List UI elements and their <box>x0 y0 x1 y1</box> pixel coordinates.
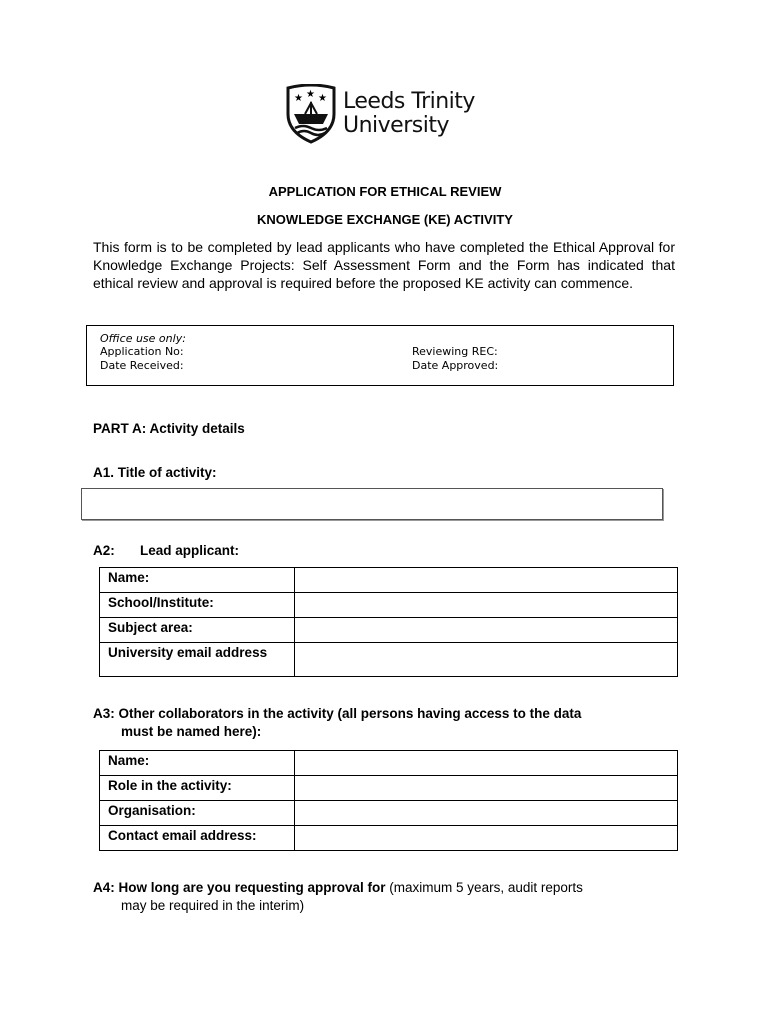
a4-question <box>93 880 583 895</box>
organisation-label: Organisation: <box>100 801 295 826</box>
organisation-field[interactable] <box>295 801 678 826</box>
subject-field[interactable] <box>295 618 678 643</box>
table-row <box>100 776 678 801</box>
email-field[interactable] <box>295 643 678 677</box>
email-label: University email address <box>100 643 295 677</box>
a3-label-line2: must be named here): <box>121 724 262 739</box>
a2-label: Lead applicant: <box>140 543 240 558</box>
form-subtitle: KNOWLEDGE EXCHANGE (KE) ACTIVITY <box>257 212 513 227</box>
a4-note-line2: may be required in the interim) <box>121 898 305 913</box>
collab-name-label: Name: <box>100 751 295 776</box>
activity-title-input[interactable] <box>81 488 663 520</box>
subject-label: Subject area: <box>100 618 295 643</box>
logo-line1: Leeds Trinity <box>343 89 475 114</box>
svg-text:★: ★ <box>294 93 303 104</box>
office-use-box <box>86 325 674 386</box>
reviewing-rec-label: Reviewing REC: <box>412 345 498 358</box>
name-field[interactable] <box>295 568 678 593</box>
a3-label-line1: A3: Other collaborators in the activity (all persons having access to the data <box>93 706 582 721</box>
name-label: Name: <box>100 568 295 593</box>
university-logo <box>285 84 475 144</box>
date-approved-label: Date Approved: <box>412 359 499 372</box>
school-field[interactable] <box>295 593 678 618</box>
contact-email-label: Contact email address: <box>100 826 295 851</box>
role-field[interactable] <box>295 776 678 801</box>
table-row <box>100 826 678 851</box>
collaborators-table <box>99 750 678 851</box>
table-row <box>100 618 678 643</box>
svg-text:★: ★ <box>306 89 315 100</box>
logo-line2: University <box>343 113 449 138</box>
form-title: APPLICATION FOR ETHICAL REVIEW <box>268 184 502 199</box>
a4-note: (maximum 5 years, audit reports <box>385 880 583 895</box>
collab-name-field[interactable] <box>295 751 678 776</box>
a4-label: A4: How long are you requesting approval for <box>93 880 386 895</box>
school-label: School/Institute: <box>100 593 295 618</box>
a2-number: A2: <box>93 543 115 558</box>
crest-icon <box>285 84 337 144</box>
date-received-label: Date Received: <box>100 359 184 372</box>
table-row <box>100 643 678 677</box>
part-a-heading: PART A: Activity details <box>93 421 245 436</box>
table-row <box>100 801 678 826</box>
lead-applicant-table <box>99 567 678 677</box>
a1-label: A1. Title of activity: <box>93 465 217 480</box>
application-no-label: Application No: <box>100 345 184 358</box>
role-label: Role in the activity: <box>100 776 295 801</box>
office-heading: Office use only: <box>100 332 186 345</box>
intro-text: This form is to be completed by lead applicants who have completed the Ethical Approval for Knowledge Exchange Projects: Self Assessment Form and the Form has indicated that ethical review and approval is required before the proposed KE activity can commence. <box>93 239 675 291</box>
svg-text:★: ★ <box>318 93 327 104</box>
contact-email-field[interactable] <box>295 826 678 851</box>
table-row <box>100 593 678 618</box>
table-row <box>100 751 678 776</box>
table-row <box>100 568 678 593</box>
